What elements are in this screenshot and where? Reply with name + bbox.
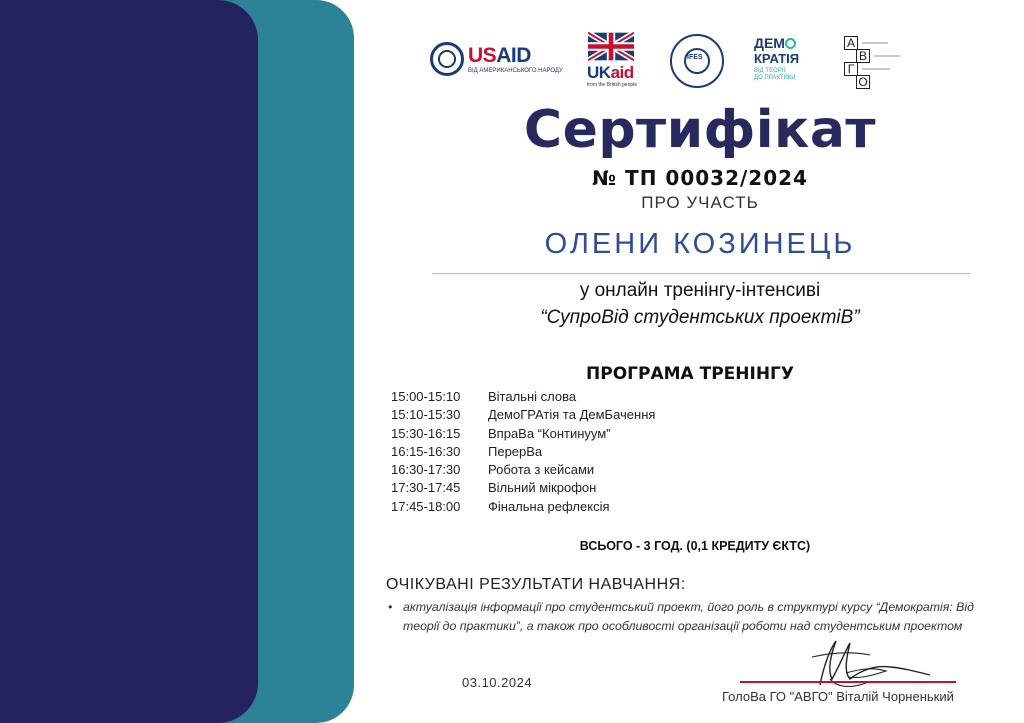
ukaid-subtitle: from the British people <box>587 82 638 88</box>
usaid-subtitle: ВІД АМЕРИКАНСЬКОГО НАРОДУ <box>468 68 563 74</box>
partner-logos <box>430 32 900 92</box>
ukaid-wordmark: UKaid <box>587 63 634 82</box>
avgo-letter-g: Г <box>844 62 858 76</box>
avgo-letter-o: О <box>856 75 870 89</box>
schedule-time: 15:30-16:15 <box>391 425 461 441</box>
signer-name: ГолоВа ГО "АВГО" Віталій Чорненький <box>722 689 954 704</box>
total-hours: ВСЬОГО - 3 ГОД. (0,1 КРЕДИТУ ЄКТС) <box>579 539 811 553</box>
schedule-time: 15:00-15:10 <box>391 389 461 404</box>
schedule-time: 16:15-16:30 <box>391 443 461 459</box>
democracy-logo <box>754 32 810 92</box>
navy-side-band <box>0 0 258 723</box>
schedule-activity: Робота з кейсами <box>488 462 595 478</box>
democracy-wordmark-line1: ДЕМ <box>754 35 796 51</box>
ifes-inner-circle-icon <box>684 48 710 74</box>
schedule-activity: Вітальні слова <box>488 389 577 404</box>
democracy-wordmark-line2: КРАТІЯ <box>754 51 800 66</box>
democracy-circle-icon <box>785 38 796 49</box>
participation-label: ПРО УЧАСТЬ <box>641 193 759 212</box>
union-jack-icon <box>588 32 634 61</box>
schedule-time: 15:10-15:30 <box>391 407 461 423</box>
signature-line <box>740 681 956 683</box>
schedule-time: 17:45-18:00 <box>391 498 461 514</box>
usaid-wordmark: USAID <box>468 44 531 67</box>
program-heading: ПРОГРАМА ТРЕНІНГУ <box>586 364 794 384</box>
bullet-icon: • <box>388 600 393 614</box>
avgo-logo <box>842 32 904 92</box>
schedule-activity: ВпраВа “Континуум” <box>488 425 611 441</box>
schedule-activity: ДемоГРАтія та ДемБачення <box>488 407 656 423</box>
certificate-title: Сертифікат <box>523 100 877 160</box>
avgo-letter-a: А <box>844 36 858 50</box>
recipient-name: ОЛЕНИ КОЗИНЕЦЬ <box>544 228 856 260</box>
name-underline <box>432 273 970 274</box>
avgo-letter-v: В <box>856 49 870 63</box>
schedule-activity: Вільний мікрофон <box>488 480 597 496</box>
ifes-wordmark: IFES <box>687 54 703 61</box>
usaid-logo <box>430 32 563 92</box>
issue-date: 03.10.2024 <box>462 675 533 690</box>
usaid-seal-icon <box>430 42 464 76</box>
handwritten-signature <box>790 635 940 693</box>
schedule-activity: Фінальна рефлексія <box>488 498 610 514</box>
schedule-activity: ПерерВа <box>488 443 543 459</box>
outcome-text: актуалізація інформації про студентський проект, його роль в структурі курсу “Демократія: Від теорії до практики”, а також про особливості організації роботи над студентським проектом <box>403 600 974 633</box>
outcomes-heading: ОЧІКУВАНІ РЕЗУЛЬТАТИ НАВЧАННЯ: <box>386 576 686 593</box>
democracy-subtitle: ВІД ТЕОРІЇ ДО ПРАКТИКИ <box>754 68 796 81</box>
training-type: у онлайн тренінгу-інтенсиві <box>579 280 821 301</box>
certificate-number: № ТП 00032/2024 <box>592 166 808 190</box>
ifes-logo <box>668 32 726 92</box>
ukaid-logo <box>586 32 636 92</box>
training-title: “СупроВід студентських проектіВ” <box>540 307 860 328</box>
schedule-time: 17:30-17:45 <box>391 480 461 496</box>
avgo-tagline-mark <box>860 38 902 80</box>
schedule-time: 16:30-17:30 <box>391 462 461 478</box>
